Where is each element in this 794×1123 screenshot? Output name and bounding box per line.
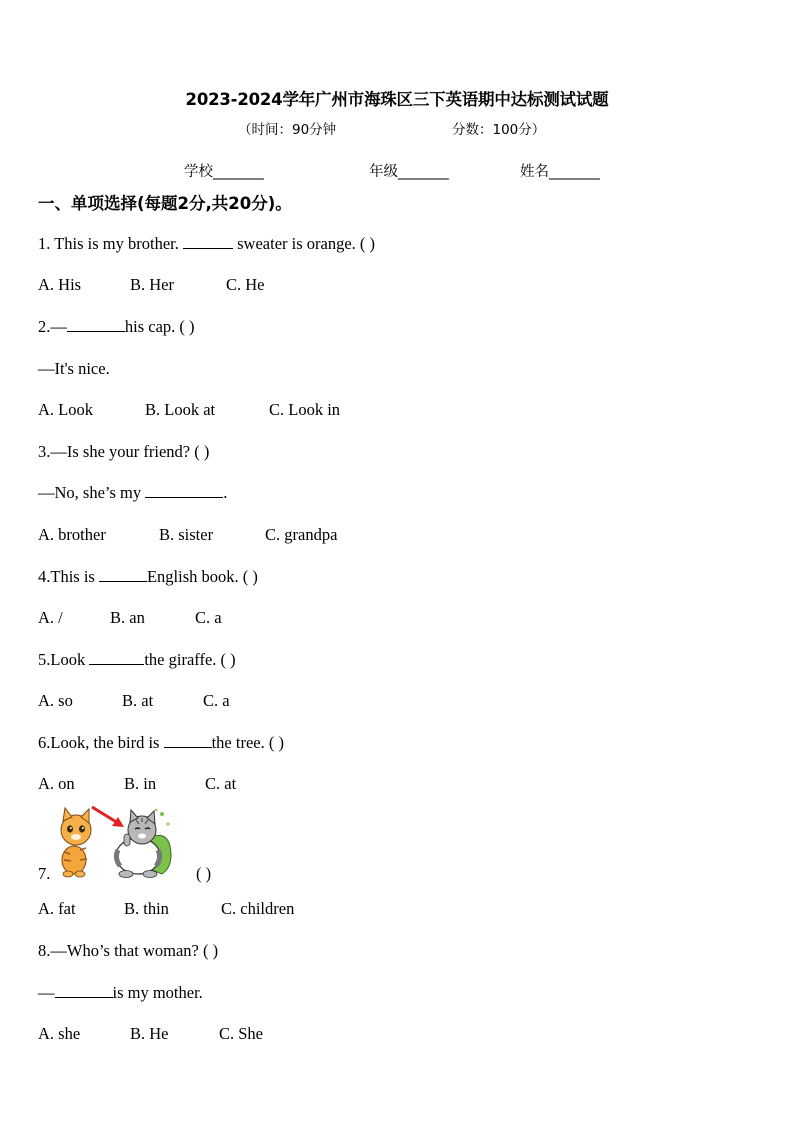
question-text: 4.This is: [38, 567, 95, 586]
grade-field[interactable]: 年级_______: [369, 164, 449, 180]
option-a[interactable]: A. on: [38, 774, 75, 793]
option-b[interactable]: B. He: [130, 1024, 169, 1043]
question-2: [38, 317, 195, 337]
school-field[interactable]: 学校_______: [184, 164, 264, 180]
option-a[interactable]: A. she: [38, 1024, 81, 1043]
answer-blank[interactable]: [145, 483, 223, 498]
question-2-reply: —It's nice.: [38, 359, 110, 378]
option-c[interactable]: C. a: [203, 691, 230, 710]
option-b[interactable]: B. at: [122, 691, 154, 710]
option-b[interactable]: B. thin: [124, 899, 169, 918]
option-c[interactable]: C. He: [226, 275, 265, 294]
question-8: 8.—Who’s that woman? ( ): [38, 941, 219, 960]
answer-blank[interactable]: [67, 317, 125, 332]
question-1: [38, 234, 375, 254]
option-c[interactable]: C. at: [205, 774, 237, 793]
option-a[interactable]: A. Look: [38, 400, 93, 419]
question-text: 6.Look, the bird is: [38, 733, 160, 752]
question-5: [38, 650, 236, 670]
option-c[interactable]: C. children: [221, 899, 295, 918]
cats-illustration: [50, 804, 178, 878]
question-8-reply: [38, 983, 203, 1003]
red-arrow-icon: [92, 807, 124, 827]
question-3-reply: [38, 483, 227, 503]
question-text: sweater is orange. ( ): [237, 234, 376, 253]
orange-cat-icon: [61, 808, 91, 877]
exam-time: （时间：90分钟: [238, 122, 337, 138]
option-a[interactable]: A. /: [38, 608, 63, 627]
question-text: —: [38, 983, 55, 1002]
option-a[interactable]: A. brother: [38, 525, 106, 544]
question-7: 7.: [38, 864, 51, 883]
option-c[interactable]: C. She: [219, 1024, 264, 1043]
answer-blank[interactable]: [164, 733, 212, 748]
grey-cat-icon: [116, 810, 160, 878]
cats-svg: [50, 804, 178, 878]
option-a[interactable]: A. His: [38, 275, 82, 294]
option-a[interactable]: A. fat: [38, 899, 76, 918]
question-text: 1. This is my brother.: [38, 234, 179, 253]
option-b[interactable]: B. an: [110, 608, 145, 627]
answer-blank[interactable]: [99, 567, 147, 582]
option-b[interactable]: B. sister: [159, 525, 214, 544]
page-title: 2023-2024学年广州市海珠区三下英语期中达标测试试题: [185, 90, 609, 109]
question-text: .: [223, 483, 228, 502]
question-text: English book. ( ): [146, 567, 258, 586]
question-text: is my mother.: [112, 983, 203, 1002]
section-heading: 一、单项选择(每题2分,共20分)。: [38, 194, 292, 213]
question-text: the giraffe. ( ): [144, 650, 236, 669]
exam-score: 分数：100分）: [452, 122, 546, 138]
question-3: 3.—Is she your friend? ( ): [38, 442, 210, 461]
option-b[interactable]: B. Her: [130, 275, 174, 294]
answer-blank[interactable]: [89, 650, 144, 665]
option-c[interactable]: C. Look in: [269, 400, 341, 419]
question-text: 2.—: [38, 317, 67, 336]
option-c[interactable]: C. a: [195, 608, 222, 627]
question-text: his cap. ( ): [124, 317, 195, 336]
option-b[interactable]: B. in: [124, 774, 157, 793]
option-c[interactable]: C. grandpa: [265, 525, 338, 544]
question-6: [38, 733, 284, 753]
answer-blank[interactable]: [55, 983, 113, 998]
question-text: the tree. ( ): [211, 733, 284, 752]
question-text: —No, she’s my: [38, 483, 142, 502]
answer-blank[interactable]: [183, 234, 233, 249]
name-field[interactable]: 姓名_______: [520, 164, 600, 180]
option-b[interactable]: B. Look at: [145, 400, 216, 419]
question-text: 5.Look: [38, 650, 86, 669]
question-7-paren: ( ): [196, 864, 212, 883]
question-4: [38, 567, 258, 587]
option-a[interactable]: A. so: [38, 691, 73, 710]
